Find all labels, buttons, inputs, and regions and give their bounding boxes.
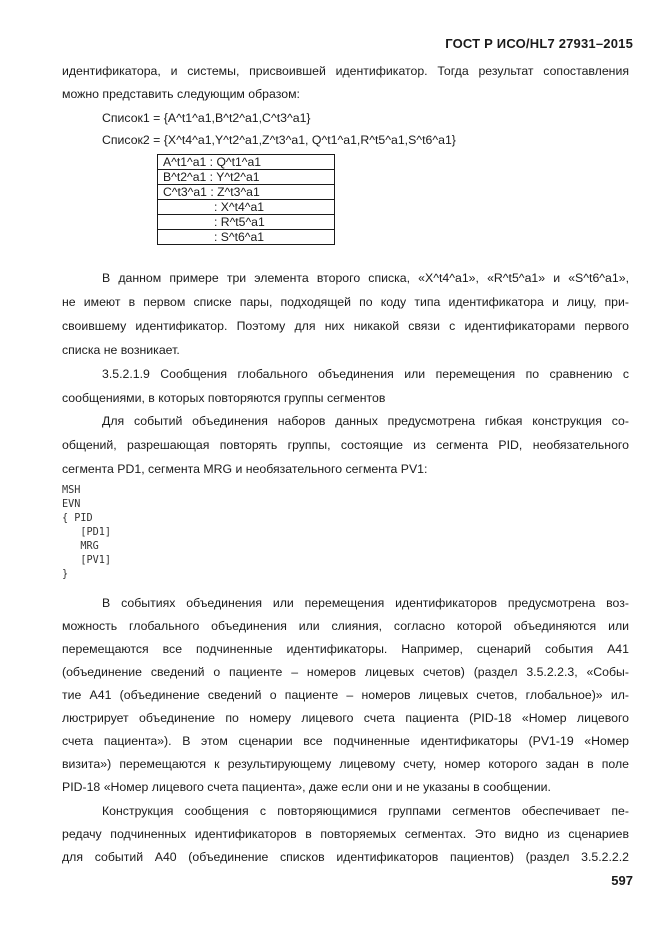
text-line: счета пациента»). В этом сценарии все подчиненные идентификаторы (PV1-19 «Номер xyxy=(62,734,629,748)
table-row xyxy=(158,215,335,230)
text-line: тие А41 (объединение сведений о пациенте – номеров лицевых счетов, глобальное)» ил- xyxy=(62,688,629,702)
text-line: Конструкция сообщения с повторяющимися группами сегментов обеспечивает пе- xyxy=(102,804,629,818)
table-cell: C^t3^a1 : Z^t3^a1 xyxy=(158,185,335,200)
text-line: В данном примере три элемента второго списка, «X^t4^a1», «R^t5^a1» и «S^t6^a1», xyxy=(102,271,629,285)
list1-text: Список1 = {A^t1^a1,B^t2^a1,C^t3^a1} xyxy=(102,111,311,125)
page-number: 597 xyxy=(611,873,633,888)
section-heading: 3.5.2.1.9 Сообщения глобального объединения или перемещения по сравнению с xyxy=(102,367,629,381)
text-line: сегмента PD1, сегмента MRG и необязательного сегмента PV1: xyxy=(62,462,428,476)
section-heading-cont: сообщениями, в которых повторяются группы сегментов xyxy=(62,391,386,405)
table-cell: A^t1^a1 : Q^t1^a1 xyxy=(158,155,335,170)
table-row xyxy=(158,170,335,185)
table-cell: : R^t5^a1 xyxy=(158,215,335,230)
text-line: PID-18 «Номер лицевого счета пациента», даже если они и не указаны в сообщении. xyxy=(62,780,551,794)
text-line: для событий А40 (объединение списков идентификаторов пациентов) (раздел 3.5.2.2.2 xyxy=(62,850,629,864)
text-line: общений, разрешающая повторять группы, состоящие из сегмента PID, необязательного xyxy=(62,438,629,452)
table-cell: : S^t6^a1 xyxy=(158,230,335,245)
text-line: редачу подчиненных идентификаторов в повторяемых сегментах. Это видно из сценариев xyxy=(62,827,629,841)
text-line: Для событий объединения наборов данных предусмотрена гибкая конструкция со- xyxy=(102,414,629,428)
table-row xyxy=(158,155,335,170)
mapping-table xyxy=(157,154,335,245)
text-line: люстрирует объединение по номеру лицевого счета пациента (PID-18 «Номер лицевого xyxy=(62,711,629,725)
text-line: (объединение сведений о пациенте – номеров лицевых счетов) (раздел 3.5.2.2.3, «Собы- xyxy=(62,665,629,679)
list2-text: Список2 = {X^t4^a1,Y^t2^a1,Z^t3^a1, Q^t1^a1,R^t5^a1,S^t6^a1} xyxy=(102,133,456,147)
table-row xyxy=(158,230,335,245)
text-line: В событиях объединения или перемещения идентификаторов предусмотрена воз- xyxy=(102,596,629,610)
text-line: перемещаются все подчиненные идентификаторы. Например, сценарий события А41 xyxy=(62,642,629,656)
text-line: визита») перемещаются к результирующему лицевому счету, номер которого задан в поле xyxy=(62,757,629,771)
text-line: не имеют в первом списке пары, подходящей по коду типа идентификатора и лицу, при- xyxy=(62,295,629,309)
code-block: MSH EVN { PID [PD1] MRG [PV1] } xyxy=(62,485,112,580)
table-cell: B^t2^a1 : Y^t2^a1 xyxy=(158,170,335,185)
text-line: можность глобального объединения или слияния, согласно которой объединяются или xyxy=(62,619,629,633)
table-row xyxy=(158,185,335,200)
text-line: списка не возникает. xyxy=(62,343,180,357)
text-line: своившему идентификатор. Поэтому для них никакой связи с идентификаторами первого xyxy=(62,319,629,333)
document-header: ГОСТ Р ИСО/HL7 27931–2015 xyxy=(445,36,633,51)
table-row xyxy=(158,200,335,215)
table-cell: : X^t4^a1 xyxy=(158,200,335,215)
text-line: можно представить следующим образом: xyxy=(62,87,300,101)
text-line: идентификатора, и системы, присвоившей идентификатор. Тогда результат сопоставления xyxy=(62,64,629,78)
